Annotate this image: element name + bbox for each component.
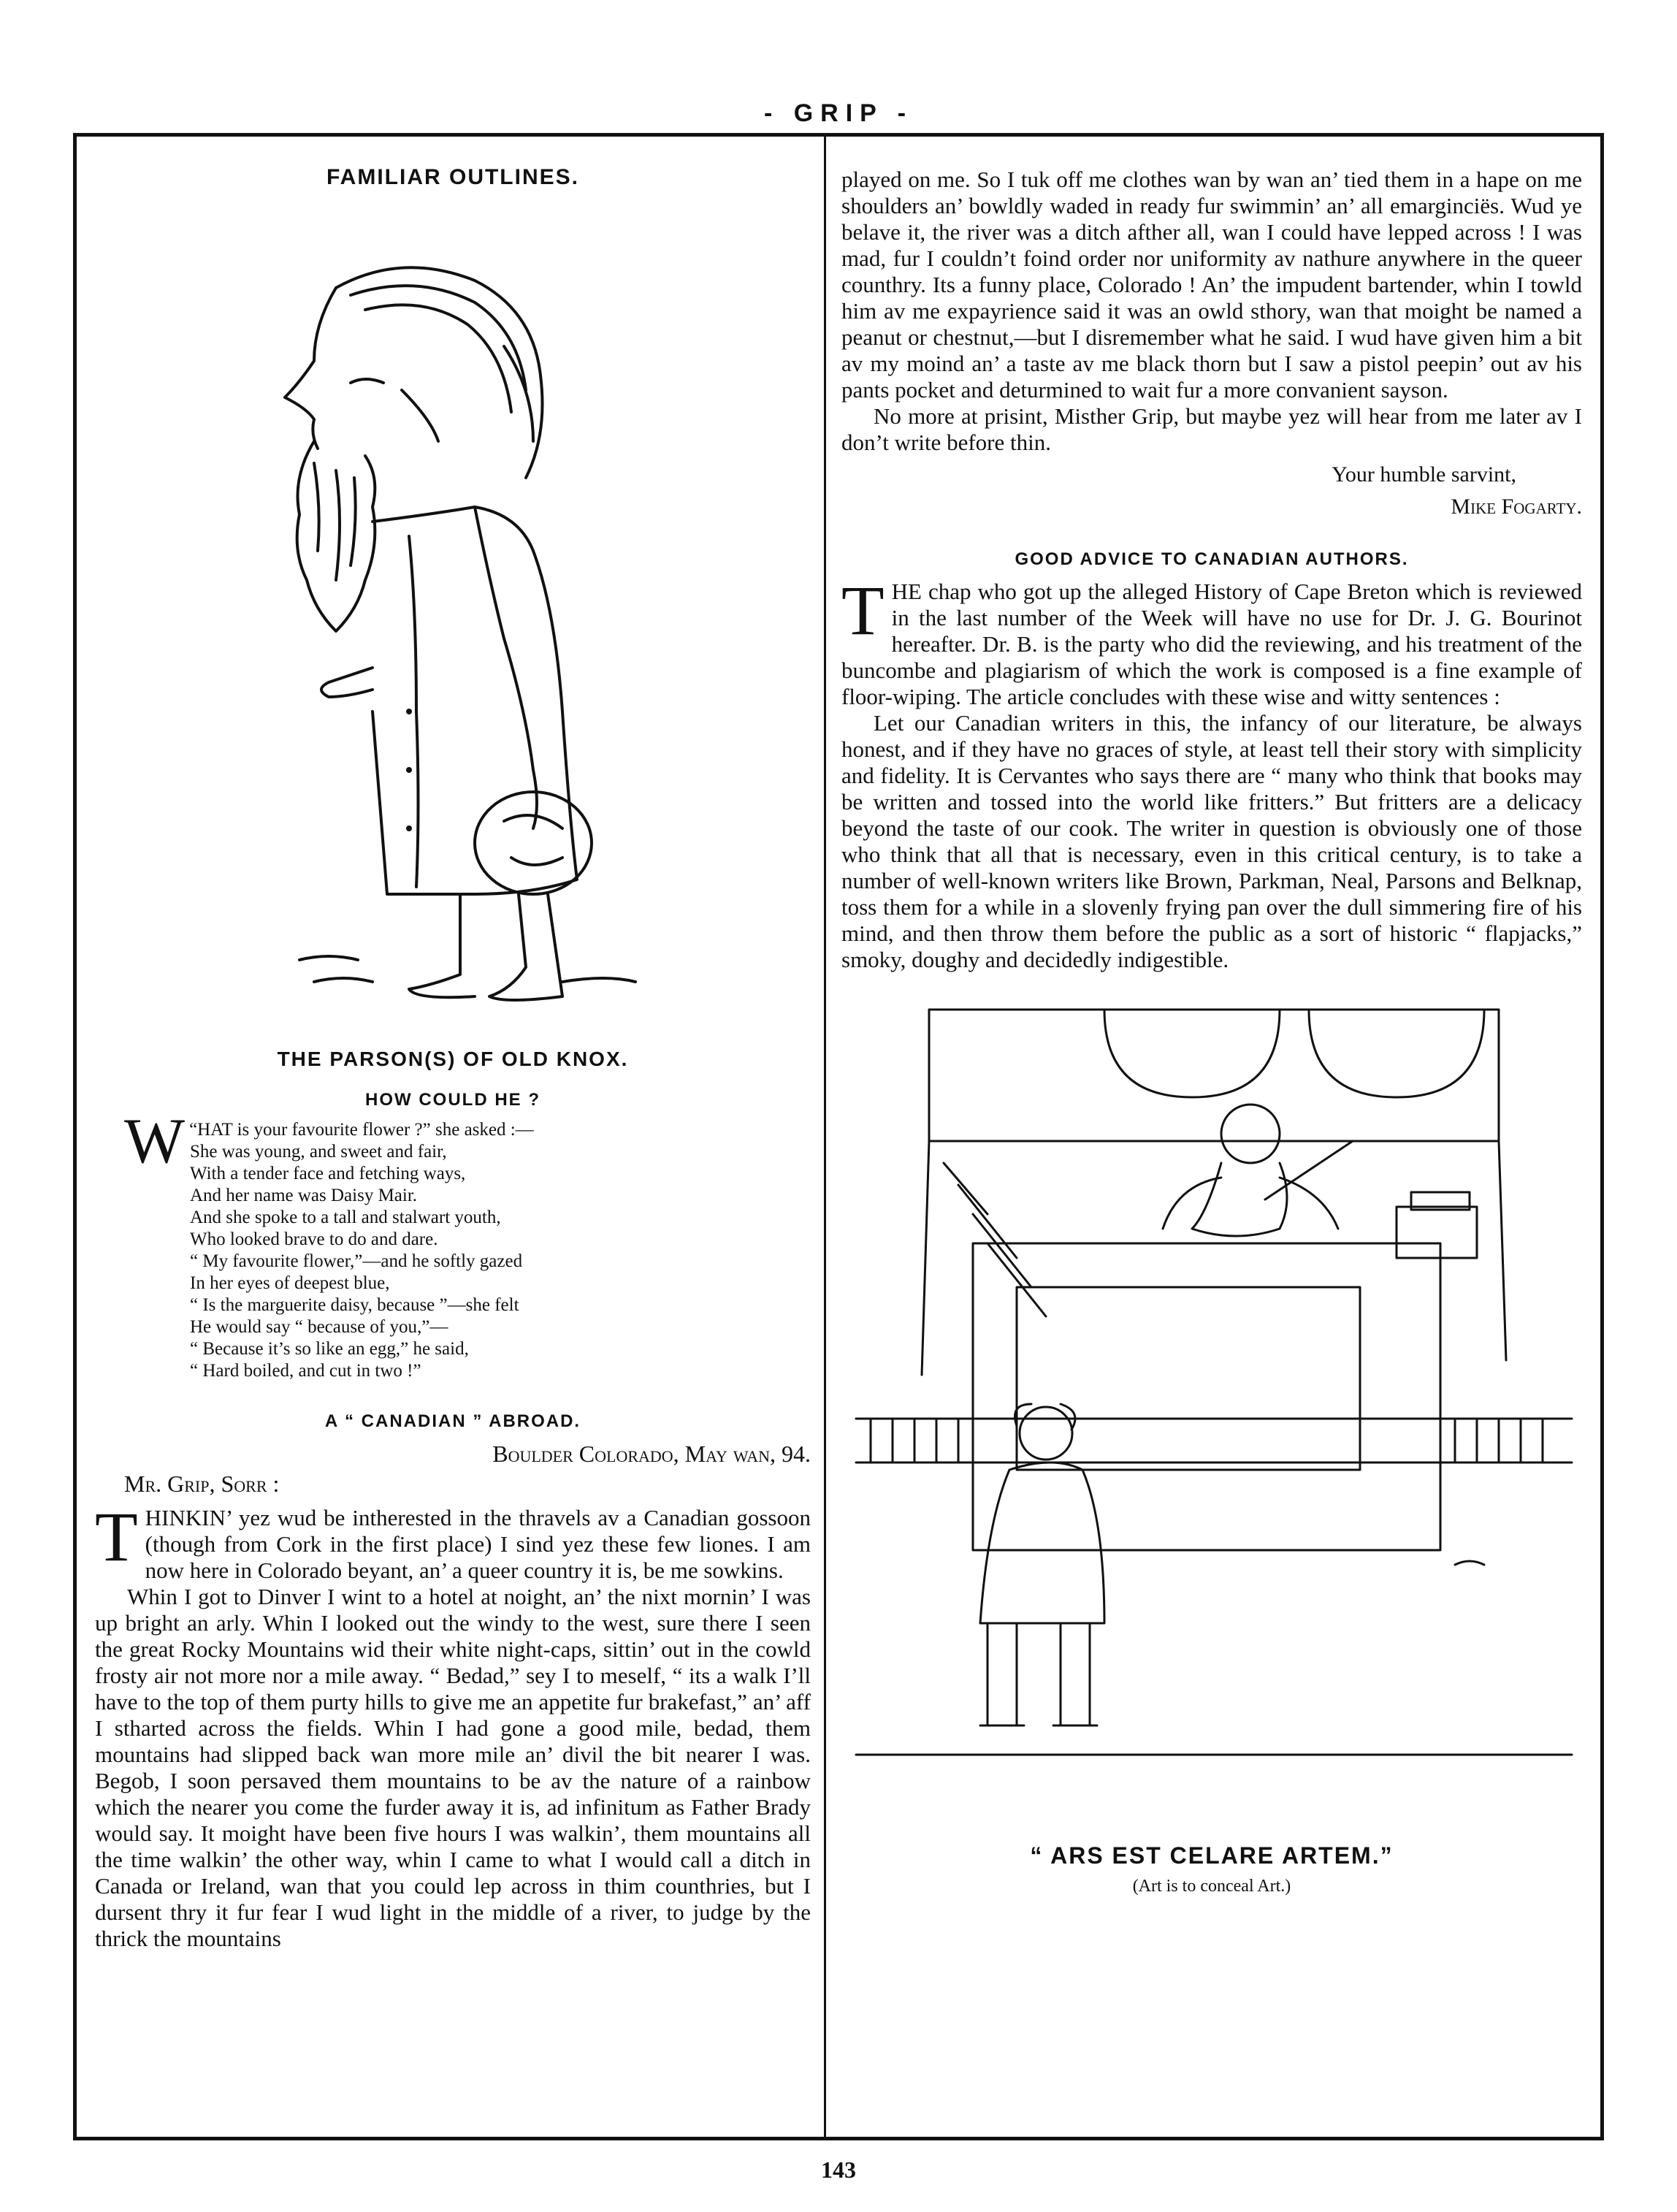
poem-line: “ Is the marguerite daisy, because ”—she felt <box>190 1295 519 1315</box>
masthead: - GRIP - <box>763 99 914 127</box>
letter-continued-paragraph-1: played on me. So I tuk off me clothes wan by wan an’ tied them in a hape on me shoulders an’ bowldly waded in ready fur swimmin’ an’ all emarginciës. Wud ye belave it, the river was a ditch afther all, wan I could have lepped across ! I was mad, fur I couldn’t foind order nor uniformity av nathure anywhere in the queer counthry. Its a funny place, Colorado ! An’ the impudent bartender, whin I towld him av me expayrience said it was an owld sthory, wan that moight be named a peanut or chestnut,—but I disremember what he said. I wud have given him a bit av my moind an’ a taste av me black thorn but I saw a pistol peepin’ out av his pants pocket and deturmined to wait fur a more convanient sayson. <box>841 167 1582 403</box>
letter-drop-cap: T <box>95 1498 138 1576</box>
letter-heading: A “ CANADIAN ” ABROAD. <box>324 1411 581 1431</box>
advice-paragraph-2: Let our Canadian writers in this, the infancy of our literature, be always honest, and if they have no graces of style, at least tell their story with simplicity and fidelity. It is Cervantes who says there are “ many who think that books may be written and tossed into the world like fritters.” But fritters are a delicacy beyond the taste of our cook. The writer in question is obviously one of those who think that all that is necessary, even in this critical century, is to take a number of well-known writers like Brown, Parkman, Neal, Parsons and Belknap, toss them for a while in a slovenly frying pan over the dull simmering fire of his mind, and then throw them before the public as a sort of historic “ flapjacks,” smoky, doughy and decidedly indigestible. <box>841 710 1582 972</box>
poem-open-quote: “ <box>189 1120 198 1140</box>
advice-drop-cap: T <box>841 571 885 649</box>
right-column <box>841 139 1582 1896</box>
poem-line: “ Because it’s so like an egg,” he said, <box>190 1339 469 1359</box>
page-number: 143 <box>821 2156 856 2183</box>
parson-cartoon-illustration <box>95 200 811 1040</box>
left-column <box>95 139 811 1952</box>
poem <box>124 1106 811 1382</box>
poem-line: “ My favourite flower,”—and he softly gazed <box>190 1251 523 1271</box>
cartoon1-caption: THE PARSON(S) OF OLD KNOX. <box>277 1048 629 1070</box>
letter-paragraph-1-text: HINKIN’ yez wud be intherested in the thravels av a Canadian gossoon (though from Cork in the first place) I sind yez these few liones. I am now here in Colorado beyant, an’ a queer country it is, be me sowkins. <box>145 1505 811 1583</box>
poem-line: “ Hard boiled, and cut in two !” <box>190 1361 421 1381</box>
poem-line: She was young, and sweet and fair, <box>190 1142 447 1162</box>
column-divider <box>824 133 826 2140</box>
cartoon2-subcaption: (Art is to conceal Art.) <box>1132 1877 1291 1896</box>
poem-line: And her name was Daisy Mair. <box>190 1186 418 1205</box>
advice-paragraph-1 <box>841 571 1582 710</box>
poem-line: And she spoke to a tall and stalwart youth, <box>190 1208 501 1227</box>
poem-heading: HOW COULD HE ? <box>365 1090 540 1110</box>
letter-salutation: Mr. Grip, Sorr : <box>124 1471 280 1497</box>
cartoon2-caption: “ ARS EST CELARE ARTEM.” <box>1030 1842 1394 1869</box>
letter-dateline: Boulder Colorado, May wan, 94. <box>492 1441 811 1467</box>
poem-line: In her eyes of deepest blue, <box>190 1273 390 1293</box>
poem-line: Who looked brave to do and dare. <box>190 1229 438 1249</box>
advice-heading: GOOD ADVICE TO CANADIAN AUTHORS. <box>1015 549 1409 569</box>
advice-paragraph-1-text: HE chap who got up the alleged History of Cape Breton which is reviewed in the last number of the Week will have no use for Dr. J. G. Bourinot hereafter. Dr. B. is the party who did the reviewing, and his treatment of the buncombe and plagiarism of which the work is composed is a fine example of floor-wiping. The article concludes with these wise and witty sentences : <box>841 579 1582 709</box>
cartoon1-heading: FAMILIAR OUTLINES. <box>326 165 579 189</box>
poem-first-rest: HAT is your favourite flower ?” she asked :— <box>197 1120 534 1140</box>
classroom-cartoon-illustration <box>841 995 1582 1835</box>
poem-line: With a tender face and fetching ways, <box>190 1164 466 1183</box>
letter-continued-paragraph-2: No more at prisint, Misther Grip, but maybe yez will hear from me later av I don’t write before thin. <box>841 403 1582 455</box>
letter-closing: Your humble sarvint, <box>1332 462 1516 487</box>
letter-paragraph-2: Whin I got to Dinver I wint to a hotel at noight, an’ the nixt mornin’ I was up bright an arly. Whin I looked out the windy to the west, sure there I seen the great Rocky Mountains wid their white night-caps, sittin’ out in the cowld frosty air not more nor a mile away. “ Bedad,” sey I to meself, “ its a walk I’ll have to the top of them purty hills to give me an appetite fur brakefast,” an’ aff I stharted across the fields. Whin I had gone a good mile, bedad, them mountains had slipped back wan more mile an’ divil the bit nearer I was. Begob, I soon persaved them mountains to be av the nature of a rainbow which the nearer you come the furder away it is, ad infinitum as Father Brady would say. It moight have been five hours I was walkin’, them mountains all the time walkin’ the other way, whin I came to what I would call a ditch in Canada or Ireland, wan that you could lep across in thim counthries, but I dursent thry it fur fear I wud light in the middle of a river, to judge by the thrick the mountains <box>95 1584 811 1951</box>
poem-drop-cap: W <box>124 1106 186 1177</box>
poem-line: He would say “ because of you,”— <box>190 1317 448 1337</box>
letter-signature: Mike Fogarty. <box>1451 495 1582 519</box>
letter-paragraph-1 <box>95 1498 811 1584</box>
